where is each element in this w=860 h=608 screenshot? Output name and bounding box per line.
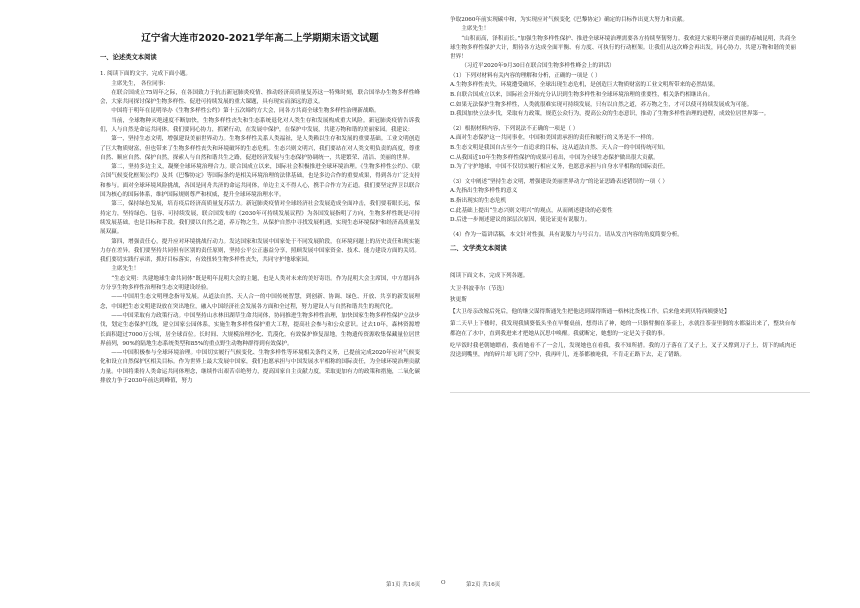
paragraph: ——中国采取有力政策行动。中国坚持山水林田湖草生命共同体，协同推进生物多样性治理，加快国家生物多样性保护立法步伐，划定生态保护红线，建立国家公园体系，实施生物多样性保护重大工程，提高社会参与和公众意识。过去10年，森林资源增长面积超过7000万公顷，居全球首位。长时间、大规模治理沙化、荒漠化，有效保护修复湿地，生物遗传资源收集保藏量位居世界前列，90%的陆地生态系统类型和85%的重点野生动物种群得到有效保护。: [100, 312, 420, 347]
question-intro: 阅读下面文本，完成下列各题。: [450, 273, 529, 280]
question-1-stem: （1）下列对材料有关内容的理解和分析，正确的一项是（ ）: [450, 72, 601, 79]
section-heading-1: 一、论述类文本阅读: [100, 54, 157, 61]
paragraph: ——中国积极参与全球环境治理。中国切实履行气候变化、生物多样性等环境相关条约义务，已提前完成2020年应对气候变化和设立自然保护区相关目标。作为世界上最大发展中国家，我们也愿承担与中国发展水平相称的国际责任，为全球环境治理贡献力量。中国将秉持人类命运共同体理念，继续作出艰苦卓绝努力，提高国家自主贡献力度，采取更加有力的政策和措施，二氧化碳排放力争于2030年前达到峰值，努力: [100, 350, 420, 384]
option-b: B.指出现实的生态危机: [450, 197, 507, 204]
right-page: [430, 0, 860, 608]
question-4-stem: （4）作为一篇讲话稿，本文针对性强，具有说服力与号召力。请从发言内容的角度简要分析。: [450, 231, 683, 238]
paragraph: 第二天早上下楼时，我发现我姨婆低头坐在早餐桌前，想得出了神，她的一只胳臂搁在茶壶上，水就往茶壶里倒的水都溢出来了，整块台布都泡在了水中，直到我进来才把她从沉思中唤醒。我就断定，她想的一定是关于我的事。: [450, 321, 796, 337]
paragraph: 第三，保持绿色发展，培育疫后经济高质量复苏活力。新冠肺炎疫情对全球经济社会发展造成全面冲击，我们要着眼长远，保持定力，坚持绿色、包容、可持续发展，联合国发布的《2030年可持续发展议程》为各国发展指明了方向，生物多样性既是可持续发展基础，也是目标和手段。我们要以自然之道，养万物之生，从保护自然中寻找发展机遇，实现生态环境保护和经济高质量发展双赢。: [100, 201, 420, 236]
section-heading-2: 二、文学类文本阅读: [450, 245, 507, 253]
option-c: C.如果无法保护生物多样性，人类就很难实现可持续发展，只有以自然之道，养万物之生，才可以使可持续发展成为可能。: [450, 101, 753, 108]
paragraph: 中国将于明年在昆明举办《生物多样性公约》第十五次缔约方大会，同各方共商全球生物多样性治理新战略。: [111, 108, 380, 115]
question-intro: 1. 阅读下面的文字，完成下面小题。: [100, 71, 192, 77]
option-b: B.自联合国成立以来，国际社会开始充分认识到生物多样性和全球环境治理的重要性，相关条约相继出台。: [450, 91, 714, 98]
salutation: 主席先生！: [111, 266, 140, 273]
page-footer: [0, 580, 860, 592]
bracket-note: 【大卫母亲改嫁后死后，他的继父谋得斯通先生把他送到谋得斯通一格林比货栈工作，后来他来到贝特西姨婆处】: [450, 309, 730, 316]
option-d: D.我国加快立法步伐，采取有力政策，规范公众行为，提高公众的生态意识，推动了生物多样性治理的进程，成效位居世界第一。: [450, 111, 770, 118]
question-3-stem: （3）文中阐述“坚持生态文明，增强建设美丽世界动力”的论证思路表述错误的一项（ ）: [450, 178, 669, 185]
paragraph: 第一，坚持生态文明，增强建设美丽世界动力。生物多样性关系人类福祉，是人类赖以生存和发展的重要基础。工业文明创造了巨大物质财富，但也带来了生物多样性丧失和环境破坏的生态危机。生态兴则文明兴，我们要站在对人类文明负责的高度，尊重自然、顺应自然、保护自然，探索人与自然和谐共生之路，促进经济发展与生态保护协调统一，共建繁荣、清洁、美丽的世界。: [100, 136, 420, 161]
page-number-right: 第2页 共16页: [466, 582, 501, 588]
paragraph: 第二，坚持多边主义，凝聚全球环境治理合力。联合国成立以来，国际社会积极推进全球环境治理。《生物多样性公约》、《联合国气候变化框架公约》及其《巴黎协定》等国际条约是相关环境治理的法律基础，也是多边合作的重要成果，得到各方广泛支持和参与。面对全球环境风险挑战，各国是同舟共济的命运共同体，单边主义不得人心，携手合作方为正道。我们要坚定捍卫以联合国为核心的国际体系，维护国际规则尊严和权威，提升全球环境治理水平。: [100, 164, 420, 199]
salutation: 主席先生！: [461, 26, 490, 33]
option-b: B.生态文明是我国自古至今一直追求的目标，这从道法自然、天人合一的中国传统可知。: [450, 144, 669, 151]
salutation: 主席先生， 各位同事：: [111, 80, 169, 87]
paragraph: 第四，增强责任心，提升应对环境挑战行动力。发达国家和发展中国家处于不同发展阶段，在环境问题上的历史责任和现实能力存在差异。我们要坚持共同但有区别的责任原则，坚持公平公正惠益分享，照顾发展中国家资金、技术、能力建设方面的关切。我们要切实践行承诺，抓好目标落实，有效扭转生物多样性丧失，共同守护地球家园。: [100, 238, 420, 264]
option-c: C.从我国近10年生物多样性保护的成果可看出，中国为全球生态保护做出很大贡献。: [450, 154, 659, 161]
paragraph: 争取2060年前实现碳中和，为实现应对气候变化《巴黎协定》确定的目标作出更大努力和贡献。: [450, 17, 688, 23]
option-a: A.面对生态保护这一共同事业，中国和美国需承担的责任和履行的义务是不一样的。: [450, 135, 658, 142]
paragraph: “生态文明：共建地球生命共同体”既是明年昆明大会的主题，也是人类对未来的美好寄语。作为昆明大会主席国，中方愿同各方分享生物多样性治理和生态文明建设经验。: [100, 275, 420, 292]
page-number-left: 第1页 共16页: [386, 582, 421, 588]
paragraph: ——中国用生态文明理念指导发展。从道法自然、天人合一的中国传统智慧，到创新、协调、绿色、开放、共享的新发展理念，中国把生态文明建设放在突出地位，融入中国经济社会发展各方面和全过程，努力建设人与自然和谐共生的现代化。: [100, 294, 420, 310]
author-name: 狄更斯: [450, 297, 467, 304]
option-a: A.生物多样性丧失，环境遭受破坏，全球出现生态危机，是创造巨大物质财富的工业文明所带来的必然结果。: [450, 82, 719, 89]
exam-title: 辽宁省大连市2020-2021学年高二上学期期末语文试题: [141, 33, 379, 44]
question-2-stem: （2）根据材料内容，下列说法不正确的一项是（ ）: [450, 125, 579, 132]
section-divider: [450, 392, 810, 393]
paragraph: 在联合国成立75周年之际，在各国致力于抗击新冠肺炎疫情、推动经济高质量复苏这一特殊时刻，联合国举办生物多样性峰会，大家共同探讨保护生物多样性、促进可持续发展的重大课题，具有现实而深远的意义。: [100, 89, 420, 106]
speech-source: （习近平2020年9月30日在联合国生物多样性峰会上的讲话）: [461, 63, 615, 70]
story-title: 大卫·科波菲尔（节选）: [450, 285, 508, 292]
option-d: D.后进一步阐述建议的深层次原因，使论证更有说服力。: [450, 217, 591, 224]
option-a: A.先指出生物多样性的意义: [450, 188, 518, 195]
option-d: D.为了守护地球，中国不仅切实履行相应义务，也愿意承担与自身水平相称的国际责任。: [450, 164, 669, 171]
paragraph: 吃早饭时我老朝她瞟看，我看她看不了一会儿，发现她也在看我，我不知所措。我的刀子落在了叉子上，叉子又撑到刀子上，切下的咸肉还没送到嘴里，肉的碎片却飞到了空中，我再叶儿，连茶都被呛我，不肯走正路下去，走了错路。: [450, 342, 796, 359]
paragraph: 当前，全球物种灭绝速度不断加快，生物多样性丧失和生态系统退化对人类生存和发展构成重大风险。新冠肺炎疫情告诉我们，人与自然是命运共同体。我们要同心协力，抓紧行动，在发展中保护，在保护中发展，共建万物和谐的美丽家园。我建议：: [100, 117, 420, 133]
paragraph: “山积而高，泽积而长。”加强生物多样性保护、推进全球环境治理需要各方持续坚韧努力。我欢迎大家明年聚首美丽的春城昆明，共商全球生物多样性保护大计，期待各方达成全面平衡、有力度、可执行的行动框架。让我们从这次峰会再出发，同心协力，共建万物和谐的美丽世界！: [450, 35, 796, 61]
center-mark: O: [441, 580, 446, 586]
option-c: C.此基础上提出“生态兴则文明兴”的观点，从而阐述建设的必要性: [450, 207, 613, 214]
